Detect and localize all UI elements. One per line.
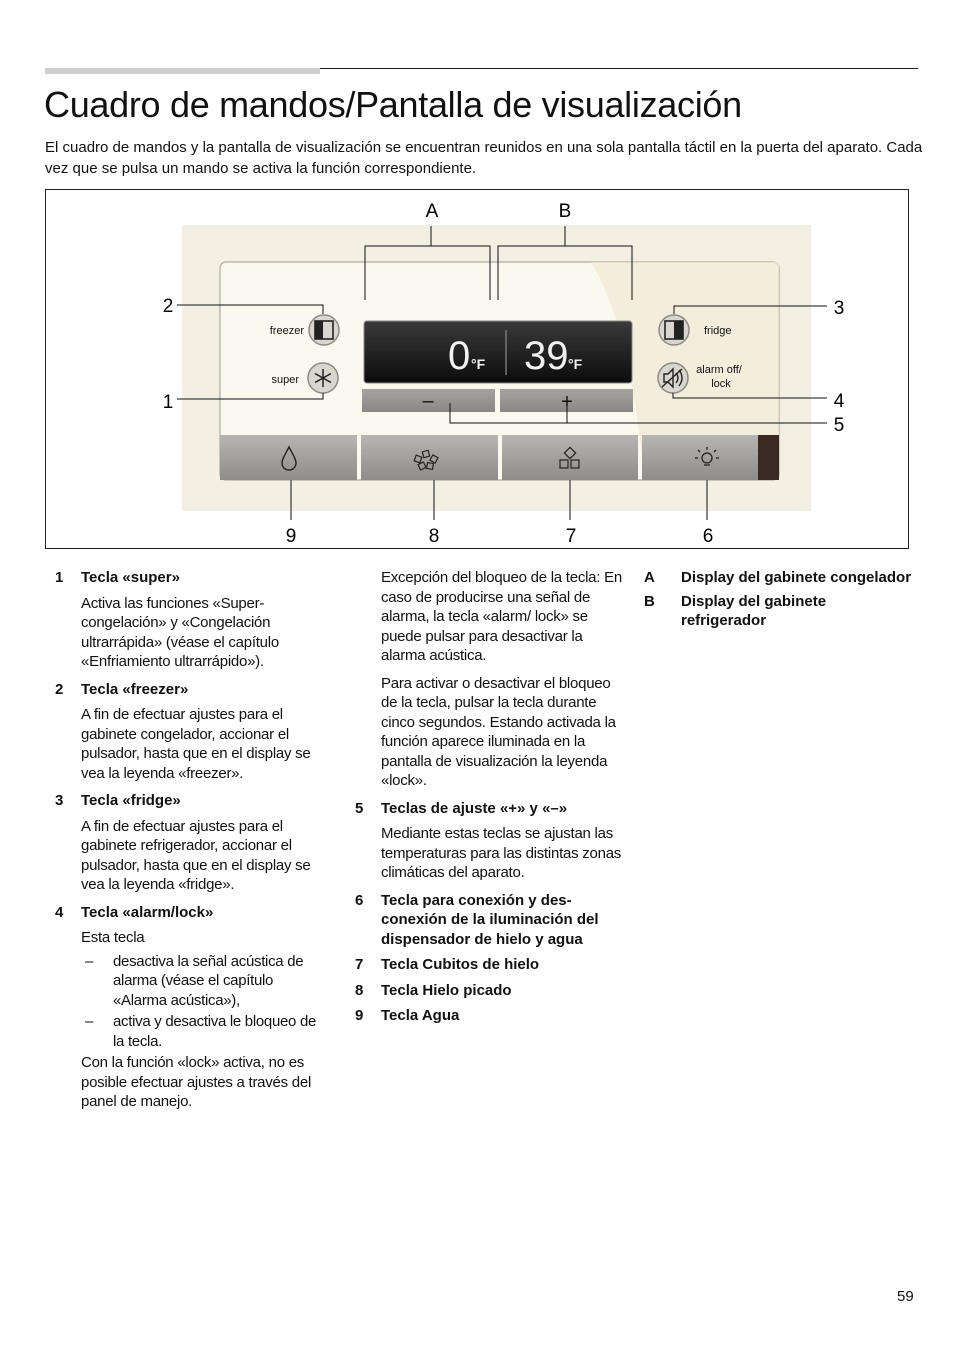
bullet-text: desactiva la señal acústica de alarma (véase el capítulo «Alarma acústica»),: [113, 952, 304, 1009]
page-number: 59: [897, 1288, 914, 1305]
legend-title: Display del gabinete congelador: [681, 569, 912, 586]
plus-label: +: [561, 391, 573, 413]
legend-title: Tecla Hielo picado: [381, 981, 512, 999]
legend-title: Tecla «fridge»: [81, 792, 181, 809]
lcd-display: [364, 321, 632, 383]
callout-8: 8: [428, 526, 440, 547]
legend-title: Display del gabinete refrigerador: [681, 592, 827, 629]
callout-3: 3: [833, 298, 845, 319]
legend-title: Tecla Agua: [381, 1007, 460, 1024]
minus-label: –: [422, 390, 434, 412]
legend-num: 4: [55, 903, 64, 921]
legend-title: Tecla «super»: [81, 569, 180, 586]
bullet-dash: –: [85, 1013, 94, 1030]
alarm-label-line2: lock: [711, 378, 731, 390]
legend-item-A: [644, 568, 914, 588]
fridge-temp-unit: °F: [568, 356, 583, 372]
control-panel-figure: [45, 189, 909, 549]
legend-title: Tecla «alarm/lock»: [81, 903, 214, 921]
legend-column-1: [55, 568, 323, 1120]
super-label: super: [271, 374, 299, 386]
legend-title: Teclas de ajuste «+» y «–»: [381, 799, 568, 817]
legend-text: Para activar o desactivar el bloqueo de la tecla, pulsar la tecla durante cinco segundos. Estando activada la función aparece iluminada en la pantalla de visualización la leyenda «lock».: [381, 674, 616, 789]
legend-num: 1: [55, 569, 64, 586]
legend-text: Mediante estas teclas se ajustan las temperaturas para las distintas zonas climáticas del aparato.: [381, 825, 622, 881]
ice-cubes-button[interactable]: [502, 435, 638, 480]
freezer-button[interactable]: [309, 315, 339, 345]
freezer-label: freezer: [269, 325, 304, 337]
panel-edge-shadow: [758, 435, 779, 480]
legend-bullet: [55, 1012, 323, 1051]
legend-text: Excepción del bloqueo de la tecla: En caso de producirse una señal de alarma, la tecla «alarm/ lock» se puede pulsar para desactivar la alarma acústica.: [381, 569, 622, 664]
header-rule-thick: [45, 68, 320, 74]
bullet-text: activa y desactiva le bloqueo de la tecla.: [113, 1013, 317, 1050]
legend-column-3: [644, 568, 914, 635]
legend-item-7: [355, 955, 623, 975]
legend-column-2: [355, 568, 623, 1032]
legend-title: Tecla «freezer»: [81, 680, 189, 698]
callout-A: A: [425, 201, 439, 222]
fridge-label: fridge: [704, 325, 732, 337]
freezer-temp-unit: °F: [471, 356, 486, 372]
legend-title: Tecla para conexión y des-conexión de la iluminación del dispensador de hielo y agua: [381, 891, 599, 948]
callout-4: 4: [833, 391, 845, 412]
legend-text: Activa las funciones «Super-congelación» y «Congelación ultrarrápida» (véase el capítulo «Enfriamiento ultrarrápido»).: [81, 594, 279, 670]
legend-item-4: [55, 903, 323, 923]
bullet-dash: –: [85, 952, 94, 970]
alarm-label-line1: alarm off/: [696, 364, 742, 376]
legend-item-6: [355, 891, 623, 950]
callout-5: 5: [833, 415, 845, 436]
legend-num: 6: [355, 891, 364, 909]
legend-num: 7: [355, 956, 364, 973]
header-rule-thin: [320, 68, 918, 69]
intro-paragraph: El cuadro de mandos y la pantalla de visualización se encuentran reunidos en una sola pantalla táctil en la puerta del aparato. Cada vez que se pulsa un mando se activa la función correspondiente.: [45, 139, 923, 177]
callout-6: 6: [702, 526, 714, 547]
callout-2: 2: [162, 296, 174, 317]
legend-num: A: [644, 569, 655, 586]
callout-9: 9: [285, 526, 297, 547]
legend-item-3: [55, 791, 323, 811]
legend-item-5: [355, 799, 623, 819]
legend-num: 8: [355, 981, 364, 999]
legend-item-B: [644, 592, 914, 631]
freezer-temp-readout: 0: [448, 334, 471, 378]
legend-text: Esta tecla: [81, 929, 145, 946]
legend-bullet: [55, 952, 323, 1011]
legend-text: Con la función «lock» activa, no es posible efectuar ajustes a través del panel de manejo.: [81, 1054, 312, 1110]
control-panel-diagram: [46, 190, 910, 550]
legend-num: 2: [55, 680, 64, 698]
legend-num: 3: [55, 792, 64, 809]
legend-num: B: [644, 592, 655, 610]
page-title: Cuadro de mandos/Pantalla de visualización: [44, 84, 742, 125]
callout-7: 7: [565, 526, 577, 547]
fridge-temp-readout: 39: [524, 334, 569, 378]
crushed-ice-button[interactable]: [361, 435, 498, 480]
callout-1: 1: [162, 392, 174, 413]
legend-item-2: [55, 680, 323, 700]
legend-title: Tecla Cubitos de hielo: [381, 956, 540, 973]
callout-B: B: [558, 201, 572, 222]
legend-num: 9: [355, 1007, 364, 1024]
legend-item-8: [355, 981, 623, 1001]
legend-item-9: [355, 1006, 623, 1026]
legend-text: A fin de efectuar ajustes para el gabinete refrigerador, accionar el pulsador, hasta que en el display se vea la leyenda «fridge».: [81, 817, 311, 893]
legend-text: A fin de efectuar ajustes para el gabinete congelador, accionar el pulsador, hasta que en el display se vea la leyenda «freezer».: [81, 706, 311, 782]
legend-item-1: [55, 568, 323, 588]
water-button[interactable]: [220, 435, 357, 480]
legend-num: 5: [355, 799, 364, 817]
